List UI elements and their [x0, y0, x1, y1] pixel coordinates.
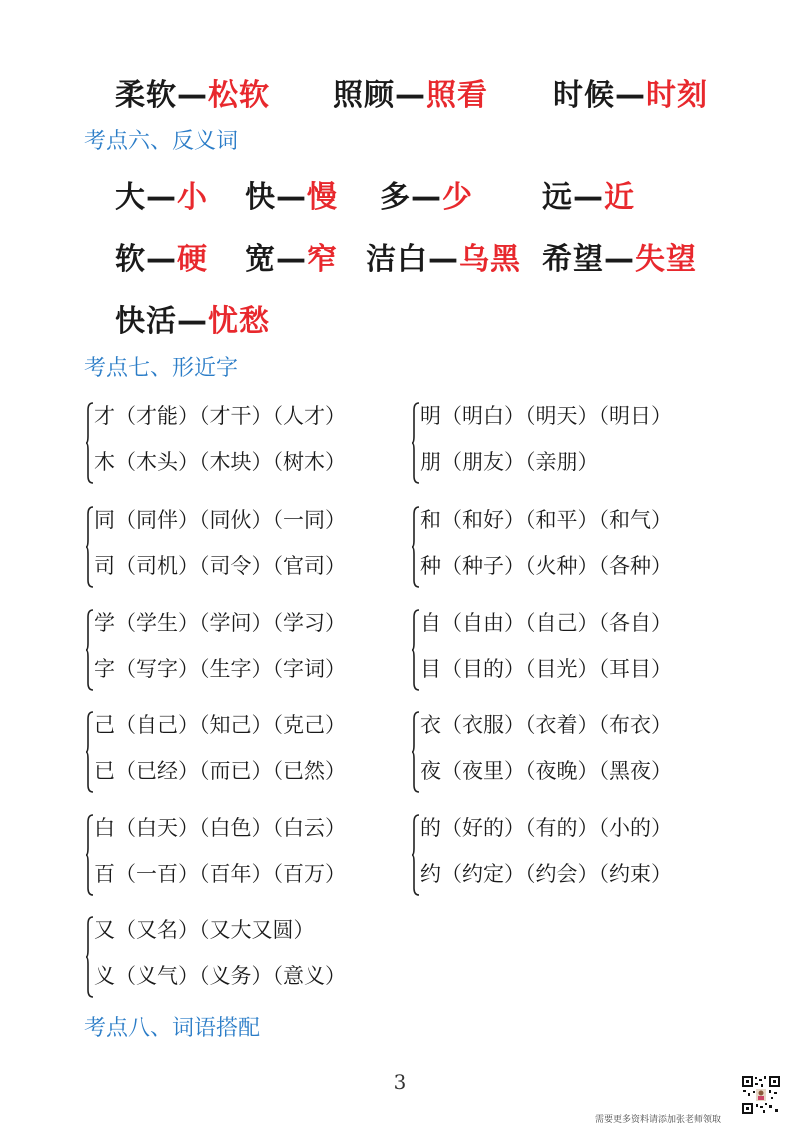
group-line: 己（自己）（知己）（克己）	[94, 713, 346, 737]
word: 洁白	[366, 242, 428, 277]
dash: —	[146, 242, 177, 277]
word-pair	[245, 234, 338, 278]
antonym-row	[0, 172, 800, 232]
section-heading: 考点七、形近字	[84, 356, 239, 381]
word: 照顾	[333, 78, 395, 113]
brace	[412, 609, 420, 691]
answer-word: 少	[442, 180, 473, 215]
footer-note: 需要更多资料请添加张老师领取	[595, 1115, 722, 1125]
word-pair	[115, 234, 208, 278]
brace	[412, 402, 420, 484]
dash: —	[276, 242, 307, 277]
dash: —	[411, 180, 442, 215]
word-pair	[542, 172, 635, 216]
group-line: 种（种子）（火种）（各种）	[420, 554, 672, 578]
word: 远	[542, 180, 573, 215]
group-line: 字（写字）（生字）（字词）	[94, 657, 346, 681]
answer-word: 小	[177, 180, 208, 215]
group-line: 木（木头）（木块）（树木）	[94, 450, 346, 474]
group-line: 明（明白）（明天）（明日）	[420, 404, 672, 428]
group-line: 和（和好）（和平）（和气）	[420, 508, 672, 532]
dash: —	[428, 242, 459, 277]
word-pair	[553, 70, 708, 114]
word: 柔软	[115, 78, 177, 113]
word-pair	[115, 296, 270, 340]
group-line: 才（才能）（才干）（人才）	[94, 404, 346, 428]
group-line: 义（义气）（义务）（意义）	[94, 964, 346, 988]
brace	[86, 814, 94, 896]
group-line: 衣（衣服）（衣着）（布衣）	[420, 713, 672, 737]
dash: —	[604, 242, 635, 277]
group-line: 司（司机）（司令）（官司）	[94, 554, 346, 578]
group-line: 百（一百）（百年）（百万）	[94, 862, 346, 886]
word: 时候	[553, 78, 615, 113]
word: 希望	[542, 242, 604, 277]
group-line: 约（约定）（约会）（约束）	[420, 862, 672, 886]
brace	[86, 609, 94, 691]
brace	[86, 711, 94, 793]
group-line: 又（又名）（又大又圆）	[94, 918, 315, 942]
word-pair	[366, 234, 521, 278]
brace	[86, 506, 94, 588]
group-line: 学（学生）（学问）（学习）	[94, 611, 346, 635]
answer-word: 乌黑	[459, 242, 521, 277]
answer-word: 硬	[177, 242, 208, 277]
dash: —	[395, 78, 426, 113]
qr-code-icon	[741, 1075, 781, 1115]
word: 快	[245, 180, 276, 215]
answer-word: 失望	[635, 242, 697, 277]
dash: —	[573, 180, 604, 215]
group-line: 自（自由）（自己）（各自）	[420, 611, 672, 635]
answer-word: 照看	[426, 78, 488, 113]
word: 快活	[115, 304, 177, 339]
brace	[412, 506, 420, 588]
word: 软	[115, 242, 146, 277]
word: 宽	[245, 242, 276, 277]
word: 大	[115, 180, 146, 215]
antonym-row	[0, 296, 800, 356]
synonym-row	[0, 70, 800, 130]
group-line: 同（同伴）（同伙）（一同）	[94, 508, 346, 532]
word-pair	[380, 172, 473, 216]
page-number: 3	[393, 1070, 407, 1094]
dash: —	[146, 180, 177, 215]
brace	[86, 402, 94, 484]
answer-word: 松软	[208, 78, 270, 113]
dash: —	[276, 180, 307, 215]
word-pair	[115, 70, 270, 114]
group-line: 的（好的）（有的）（小的）	[420, 816, 672, 840]
dash: —	[177, 304, 208, 339]
group-line: 已（已经）（而已）（已然）	[94, 759, 346, 783]
answer-word: 慢	[307, 180, 338, 215]
dash: —	[177, 78, 208, 113]
answer-word: 时刻	[646, 78, 708, 113]
antonym-row	[0, 234, 800, 294]
word-pair	[245, 172, 338, 216]
word-pair	[115, 172, 208, 216]
answer-word: 近	[604, 180, 635, 215]
brace	[412, 814, 420, 896]
brace	[86, 916, 94, 998]
group-line: 朋（朋友）（亲朋）	[420, 450, 599, 474]
answer-word: 窄	[307, 242, 338, 277]
section-heading: 考点八、词语搭配	[84, 1016, 261, 1041]
group-line: 目（目的）（目光）（耳目）	[420, 657, 672, 681]
word-pair	[333, 70, 488, 114]
dash: —	[615, 78, 646, 113]
word: 多	[380, 180, 411, 215]
word-pair	[542, 234, 697, 278]
answer-word: 忧愁	[208, 304, 270, 339]
brace	[412, 711, 420, 793]
group-line: 白（白天）（白色）（白云）	[94, 816, 346, 840]
section-heading: 考点六、反义词	[84, 129, 239, 154]
group-line: 夜（夜里）（夜晚）（黑夜）	[420, 759, 672, 783]
